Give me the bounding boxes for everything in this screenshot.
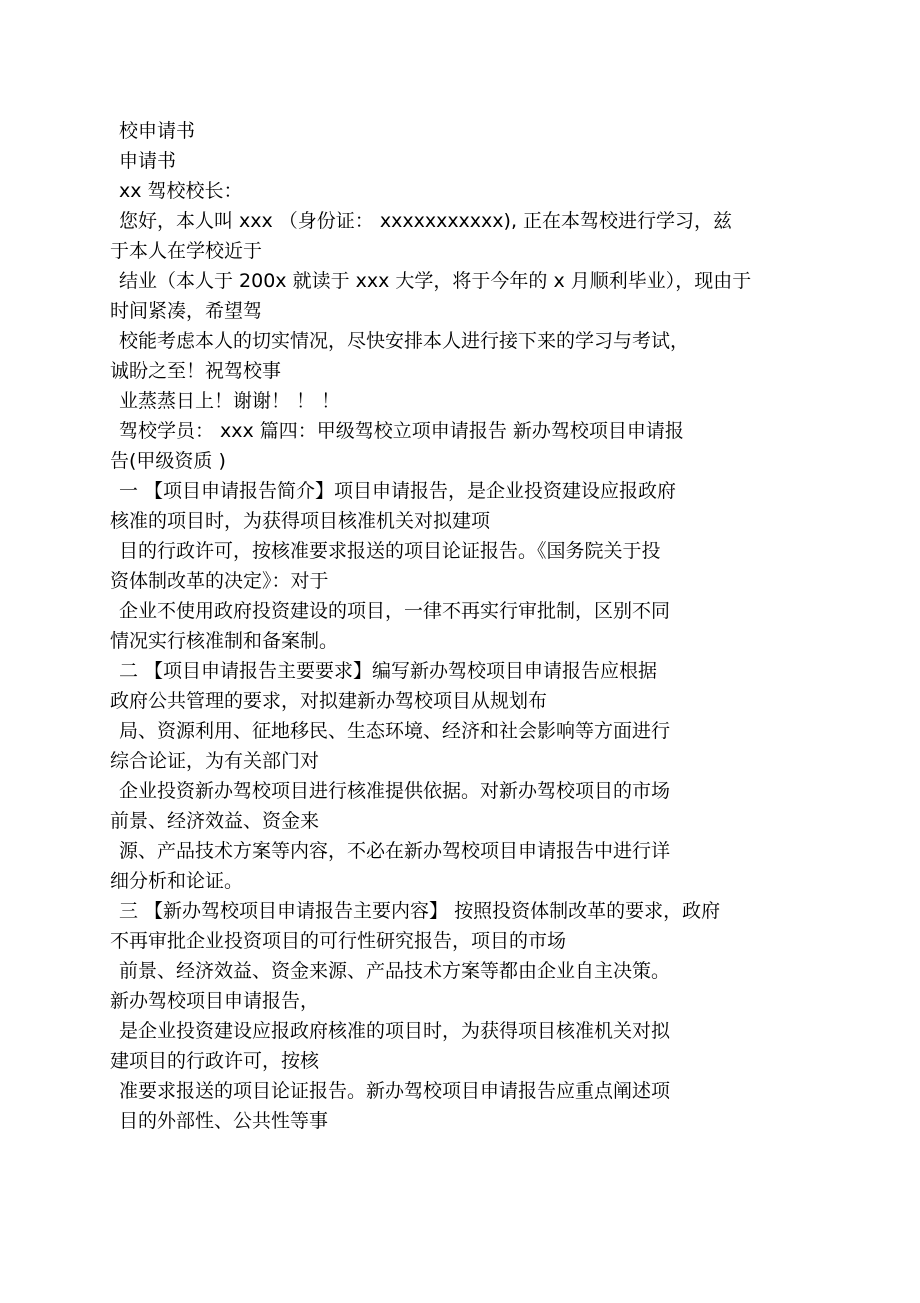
doc-line: 源、产品技术方案等内容，不必在新办驾校项目申请报告中进行详 <box>119 840 671 862</box>
doc-line: 时间紧凑，希望驾 <box>110 300 263 322</box>
doc-line: 业蒸蒸日上！谢谢！ ！ ！ <box>119 390 341 412</box>
doc-line-title: 校申请书 <box>119 120 196 142</box>
doc-line: 于本人在学校近于 <box>110 240 263 262</box>
doc-line: 告(甲级资质 ) <box>110 450 226 472</box>
doc-line-salutation: xx 驾校校长： <box>119 180 243 202</box>
doc-line: 细分析和论证。 <box>110 870 244 892</box>
doc-line: 是企业投资建设应报政府核准的项目时，为获得项目核准机关对拟 <box>119 1020 671 1042</box>
doc-line: 企业不使用政府投资建设的项目，一律不再实行审批制，区别不同 <box>119 600 671 622</box>
doc-line: 校能考虑本人的切实情况，尽快安排本人进行接下来的学习与考试， <box>119 330 690 352</box>
doc-line: 政府公共管理的要求，对拟建新办驾校项目从规划布 <box>110 690 548 712</box>
doc-line: 综合论证，为有关部门对 <box>110 750 320 772</box>
doc-line: 您好，本人叫 xxx （身份证： xxxxxxxxxxx), 正在本驾校进行学习，兹 <box>119 210 733 232</box>
doc-line-section-3: 三 【新办驾校项目申请报告主要内容】 按照投资体制改革的要求，政府 <box>119 900 721 922</box>
doc-line: 新办驾校项目申请报告， <box>110 990 320 1012</box>
doc-line: 情况实行核准制和备案制。 <box>110 630 339 652</box>
doc-line: 企业投资新办驾校项目进行核准提供依据。对新办驾校项目的市场 <box>119 780 671 802</box>
doc-line: 建项目的行政许可，按核 <box>110 1050 320 1072</box>
doc-line: 诚盼之至！祝驾校事 <box>110 360 282 382</box>
doc-line: 目的外部性、公共性等事 <box>119 1110 329 1132</box>
doc-line: 资体制改革的决定》：对于 <box>110 570 329 592</box>
doc-line: 局、资源利用、征地移民、生态环境、经济和社会影响等方面进行 <box>119 720 671 742</box>
document-body <box>110 116 830 1136</box>
doc-line: 前景、经济效益、资金来源、产品技术方案等都由企业自主决策。 <box>119 960 671 982</box>
doc-line: 核准的项目时，为获得项目核准机关对拟建项 <box>110 510 491 532</box>
doc-line: 不再审批企业投资项目的可行性研究报告，项目的市场 <box>110 930 567 952</box>
doc-line-subtitle: 申请书 <box>119 150 177 172</box>
doc-line: 准要求报送的项目论证报告。新办驾校项目申请报告应重点阐述项 <box>119 1080 671 1102</box>
doc-line: 结业（本人于 200x 就读于 xxx 大学，将于今年的 x 月顺利毕业），现由于 <box>119 270 752 292</box>
doc-line: 驾校学员： xxx 篇四：甲级驾校立项申请报告 新办驾校项目申请报 <box>119 420 684 442</box>
doc-line: 前景、经济效益、资金来 <box>110 810 320 832</box>
doc-line-section-2: 二 【项目申请报告主要要求】编写新办驾校项目申请报告应根据 <box>119 660 658 682</box>
doc-line-section-1: 一 【项目申请报告简介】项目申请报告，是企业投资建设应报政府 <box>119 480 677 502</box>
doc-line: 目的行政许可，按核准要求报送的项目论证报告。《国务院关于投 <box>119 540 661 562</box>
